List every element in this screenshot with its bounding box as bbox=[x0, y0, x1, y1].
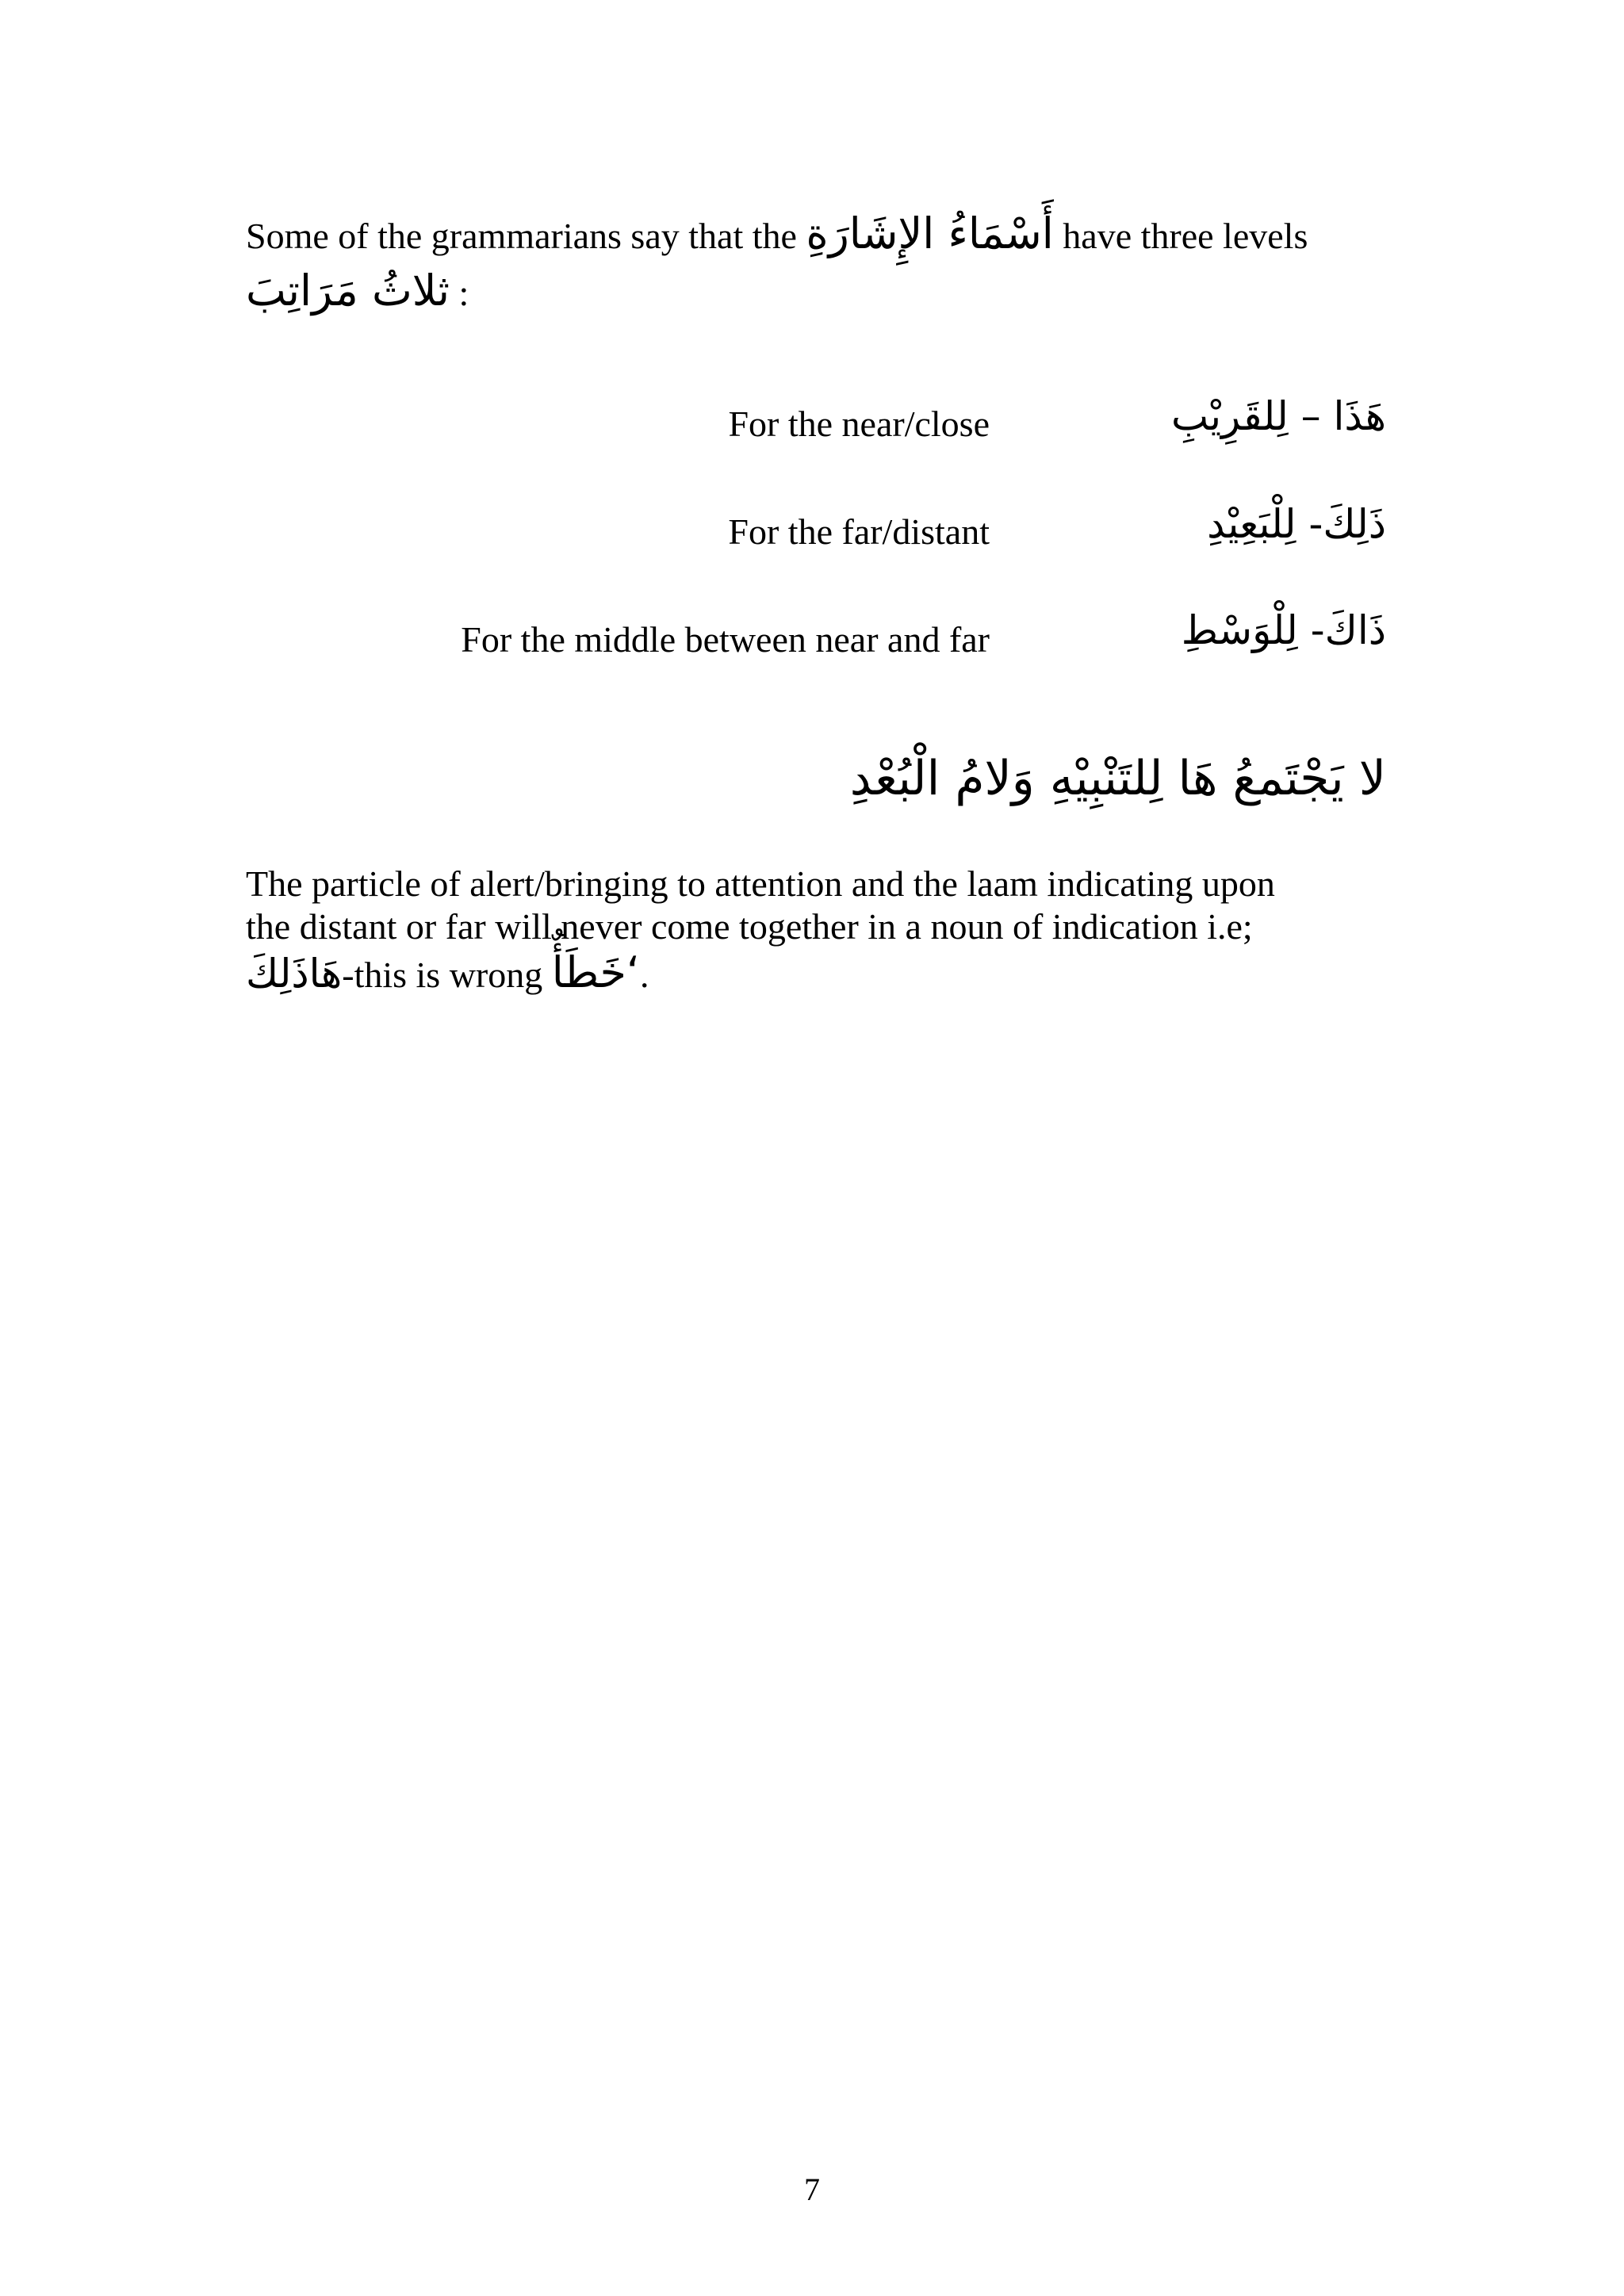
rule-arabic-heading: لا يَجْتَمعُ هَا لِلتَنْبِيْهِ وَلامُ الْبُعْدِ bbox=[849, 751, 1386, 806]
rule-line-1: The particle of alert/bringing to attention and the laam indicating upon bbox=[246, 863, 1275, 904]
level-arabic-far: ذَلِكَ- لِلْبَعِيْدِ bbox=[1207, 501, 1386, 547]
example-text: -this is wrong bbox=[342, 955, 552, 995]
intro-text-before: Some of the grammarians say that the bbox=[246, 216, 806, 256]
intro-colon: : bbox=[458, 273, 469, 313]
level-arabic-middle: ذَاكَ- لِلْوَسْطِ bbox=[1181, 607, 1386, 653]
intro-arabic-levels: ثلاثُ مَرَاتِبَ bbox=[246, 266, 450, 316]
intro-arabic-term: أَسْمَاءُ الإِشَارَةِ bbox=[806, 209, 1054, 258]
example-period: . bbox=[640, 955, 649, 995]
level-english-middle: For the middle between near and far bbox=[461, 619, 990, 660]
level-arabic-near: هَذَا – لِلقَرِيْبِ bbox=[1171, 393, 1386, 439]
intro-line-1 bbox=[246, 209, 1308, 258]
page-number: 7 bbox=[804, 2172, 820, 2207]
example-arabic: هَاذَلِكَ bbox=[246, 951, 343, 997]
rule-line-2: the distant or far will never come together in a noun of indication i.e; bbox=[246, 906, 1253, 947]
rule-line-3 bbox=[246, 947, 649, 997]
wrong-arabic: ‘خَطَأٌ bbox=[551, 947, 641, 997]
level-english-far: For the far/distant bbox=[728, 511, 990, 552]
level-english-near: For the near/close bbox=[728, 404, 990, 444]
intro-line-2 bbox=[246, 266, 469, 316]
intro-text-after: have three levels bbox=[1053, 216, 1308, 256]
